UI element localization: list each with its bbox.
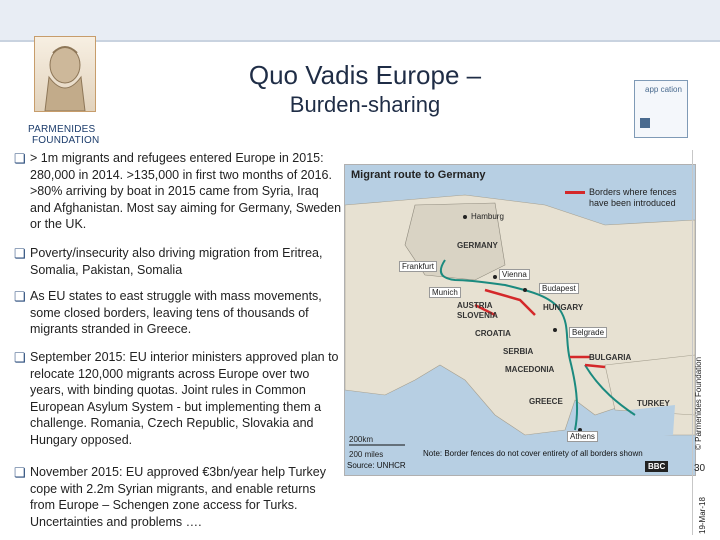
place-germany: GERMANY <box>457 241 498 250</box>
place-frankfurt: Frankfurt <box>399 261 437 272</box>
checkbox-bullet-icon: ❏ <box>14 289 26 304</box>
parmenides-logo <box>20 36 112 148</box>
bbc-logo: BBC <box>645 461 668 472</box>
date-vertical <box>698 478 712 538</box>
bullet-text: November 2015: EU approved €3bn/year help Turkey cope with 2.2m Syrian migrants, and enable returns from Europe – Schengen zone access for Turks. Uncertainties and problems …. <box>30 465 327 529</box>
checkbox-bullet-icon: ❏ <box>14 350 26 365</box>
budapest-marker <box>523 288 527 292</box>
scale-km-label: 200km <box>349 435 374 444</box>
place-serbia: SERBIA <box>503 347 534 356</box>
checkbox-bullet-icon: ❏ <box>14 151 26 166</box>
slide-subtitle: Burden-sharing <box>289 92 441 117</box>
bullet-text: As EU states to east struggle with mass movements, some closed borders, leaving tens of thousands of migrants stranded in Greece. <box>30 289 322 337</box>
bullet-text: Poverty/insecurity also driving migration from Eritrea, Somalia, Pakistan, Somalia <box>30 246 323 277</box>
place-austria: AUSTRIA <box>457 301 493 310</box>
checkbox-bullet-icon: ❏ <box>14 465 26 480</box>
place-vienna: Vienna <box>499 269 530 280</box>
map-graphic <box>345 165 695 475</box>
scale-miles-label: 200 miles <box>349 450 384 459</box>
slide-title: Quo Vadis Europe – <box>248 60 482 90</box>
map-note: Note: Border fences do not cover entirety of all borders shown <box>423 449 643 458</box>
place-budapest: Budapest <box>539 283 579 294</box>
checkbox-bullet-icon: ❏ <box>14 246 26 261</box>
place-macedonia: MACEDONIA <box>505 365 555 374</box>
page-number: 30 <box>694 463 706 474</box>
application-box-marker <box>640 118 650 128</box>
migrant-route-map <box>344 164 696 476</box>
bullet-text: September 2015: EU interior ministers approved plan to relocate 120,000 migrants across Europe over two years, with binding quotas. Joint rules in Common European Asylum System - but implementing them a challenge. Romania, Czech Republic, Slovakia and Hungary opposed. <box>30 350 339 447</box>
place-turkey: TURKEY <box>637 399 670 408</box>
logo-line2: FOUNDATION <box>32 135 100 146</box>
application-box-label: app cation <box>645 85 682 94</box>
map-legend <box>589 187 693 209</box>
place-hungary: HUNGARY <box>543 303 584 312</box>
bust-icon <box>34 36 96 112</box>
place-croatia: CROATIA <box>475 329 511 338</box>
map-legend-label: Borders where fences have been introduced <box>589 187 677 208</box>
place-slovenia: SLOVENIA <box>457 311 498 320</box>
application-box <box>634 80 688 138</box>
date-text: 19-Mar-18 <box>698 497 707 534</box>
top-band <box>0 0 720 40</box>
fence-legend-swatch <box>565 191 585 194</box>
place-hamburg: Hamburg <box>471 212 504 221</box>
place-athens: Athens <box>567 431 598 442</box>
map-title: Migrant route to Germany <box>351 169 486 181</box>
copyright-text: © Parmenides Foundation <box>694 356 703 450</box>
vienna-marker <box>493 275 497 279</box>
place-bulgaria: BULGARIA <box>589 353 632 362</box>
place-greece: GREECE <box>529 397 563 406</box>
belgrade-marker <box>553 328 557 332</box>
aegean-area <box>630 405 675 437</box>
hamburg-marker <box>463 215 467 219</box>
place-munich: Munich <box>429 287 461 298</box>
logo-line1: PARMENIDES <box>28 124 96 135</box>
bullet-text: > 1m migrants and refugees entered Europe in 2015: 280,000 in 2014. >135,000 in first two months of 2016. >80% arriving by boat in 2015 came from Syria, Iraq and Afghanistan. Most say aiming for Germany, Sweden or the UK. <box>30 151 342 232</box>
copyright-vertical <box>694 300 710 450</box>
place-belgrade: Belgrade <box>569 327 607 338</box>
right-margin-divider <box>692 150 693 535</box>
map-source: Source: UNHCR <box>347 461 406 470</box>
